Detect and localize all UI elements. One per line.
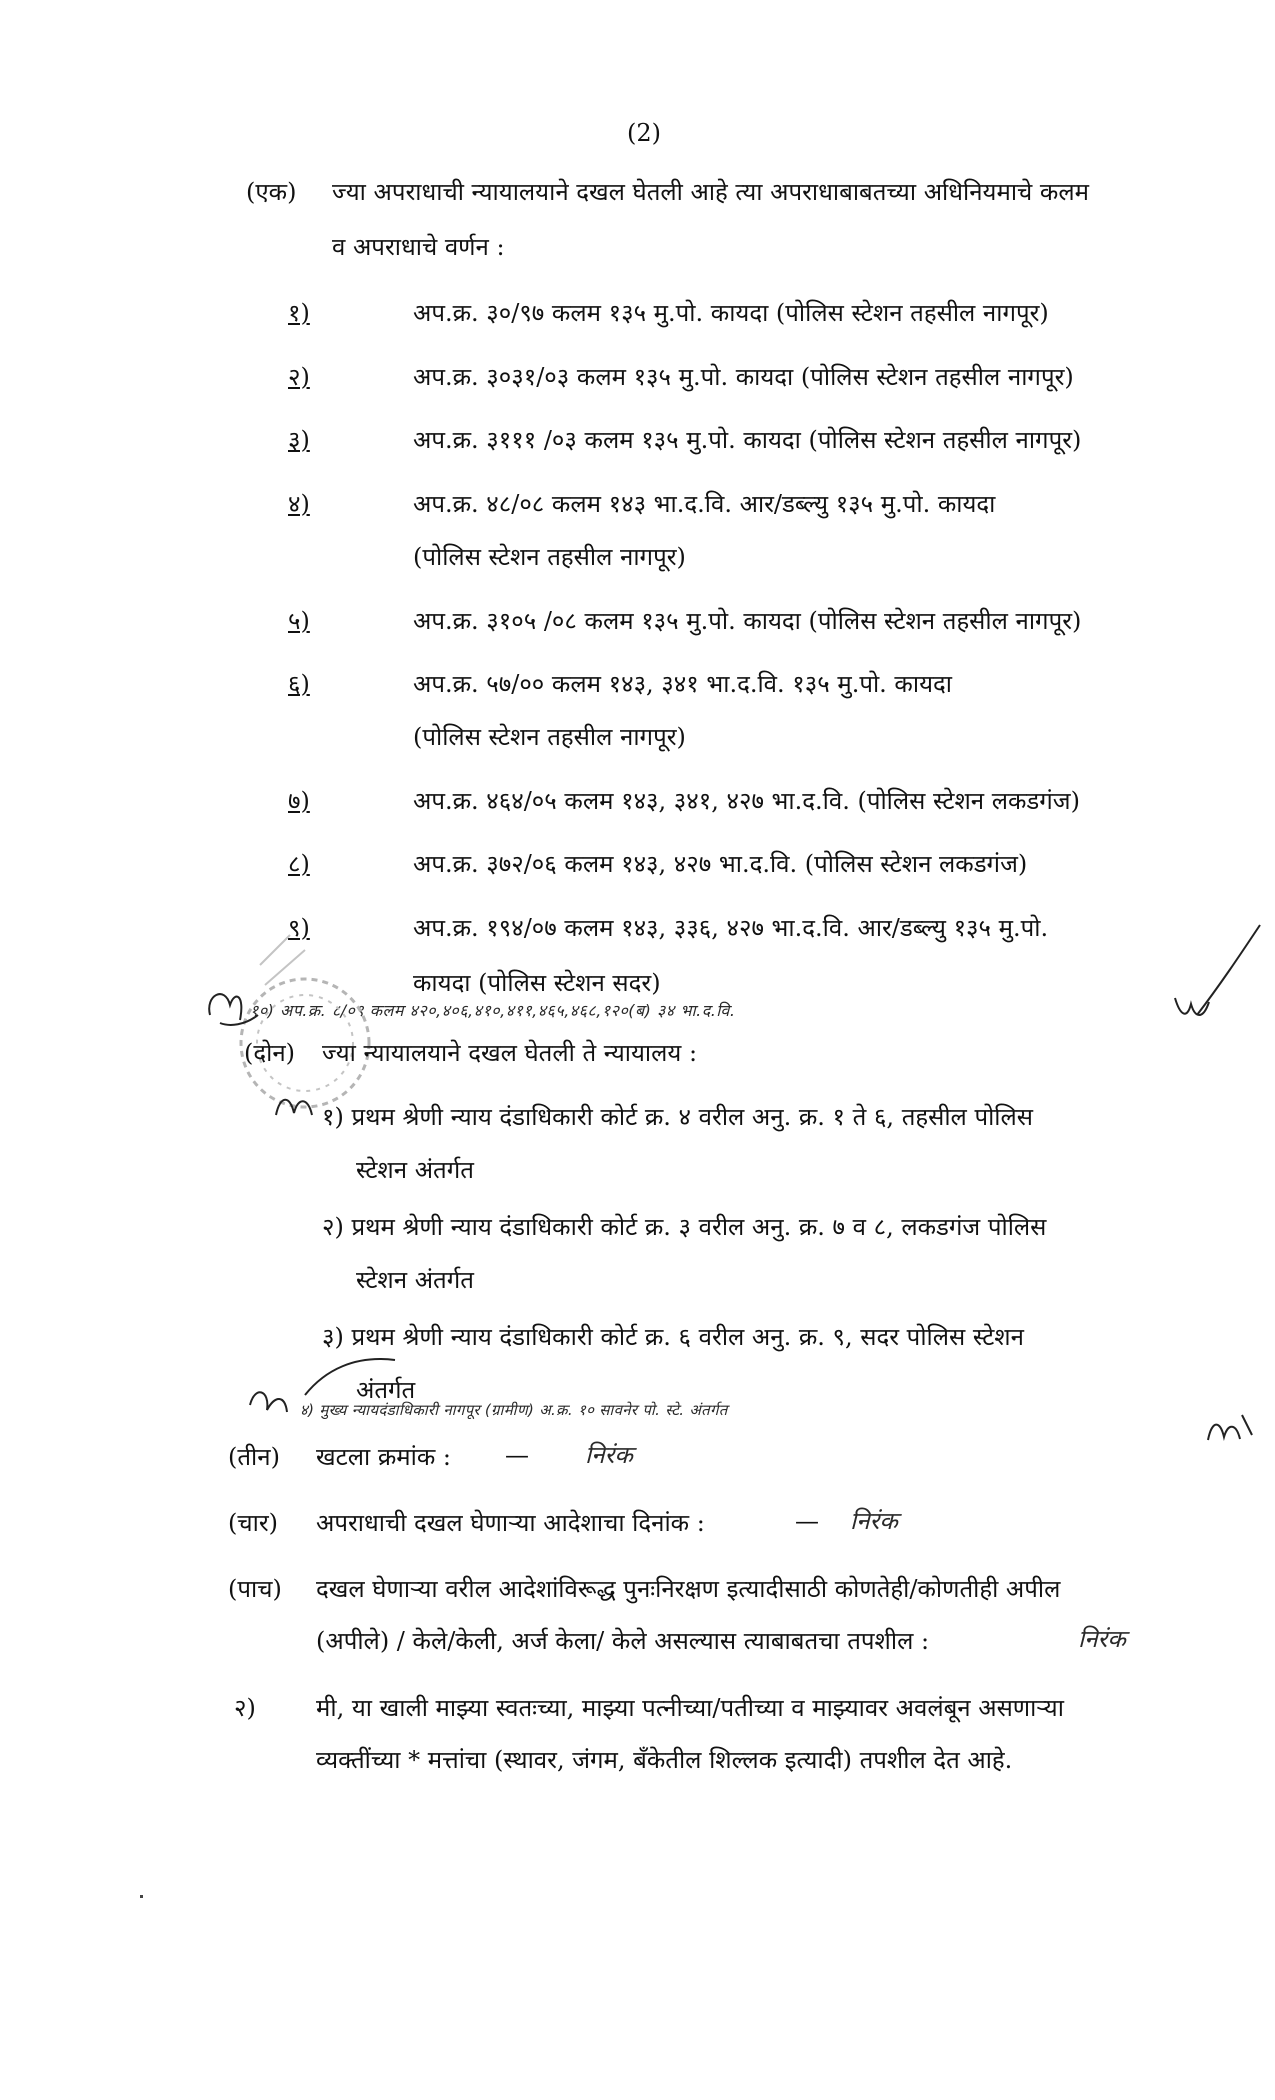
handwritten-nil: निरंक xyxy=(850,1507,898,1535)
scan-speck xyxy=(140,1895,143,1898)
court-line2: अंतर्गत xyxy=(356,1376,416,1404)
court-line: २) प्रथम श्रेणी न्याय दंडाधिकारी कोर्ट क्र. ३ वरील अनु. क्र. ७ व ८, लकडगंज पोलिस xyxy=(322,1213,1047,1241)
item-text: अप.क्र. ५७/०० कलम १४३, ३४१ भा.द.वि. १३५ मु.पो. कायदा xyxy=(413,670,952,698)
section3-label: खटला क्रमांक : xyxy=(316,1443,451,1471)
initial-mark xyxy=(1200,1405,1260,1455)
initial-mark xyxy=(200,975,270,1035)
section3-marker: (तीन) xyxy=(228,1443,280,1471)
handwritten-nil: निरंक xyxy=(1078,1625,1126,1653)
item-text: अप.क्र. ३१११ /०३ कलम १३५ मु.पो. कायदा (पोलिस स्टेशन तहसील नागपूर) xyxy=(413,426,1082,454)
signature-mark xyxy=(1135,920,1270,1030)
part2-marker: २) xyxy=(234,1694,256,1722)
section5-marker: (पाच) xyxy=(228,1575,282,1603)
item-text: अप.क्र. ४८/०८ कलम १४३ भा.द.वि. आर/डब्ल्यु १३५ मु.पो. कायदा xyxy=(413,490,996,518)
item-number: ६) xyxy=(288,670,310,698)
item-text: अप.क्र. ३०/९७ कलम १३५ मु.पो. कायदा (पोलिस स्टेशन तहसील नागपूर) xyxy=(413,299,1049,327)
part2-line1: मी, या खाली माझ्या स्वतःच्या, माझ्या पत्नीच्या/पतीच्या व माझ्यावर अवलंबून असणाऱ्या xyxy=(316,1694,1064,1722)
item-text: अप.क्र. ४६४/०५ कलम १४३, ३४१, ४२७ भा.द.वि. (पोलिस स्टेशन लकडगंज) xyxy=(413,787,1080,815)
item-number: ५) xyxy=(288,607,310,635)
item-text-line2: (पोलिस स्टेशन तहसील नागपूर) xyxy=(413,723,686,751)
page-number: (2) xyxy=(627,119,661,147)
item-number: ३) xyxy=(288,426,310,454)
item-text-line2: (पोलिस स्टेशन तहसील नागपूर) xyxy=(413,543,686,571)
section4-label: अपराधाची दखल घेणाऱ्या आदेशाचा दिनांक : xyxy=(316,1509,705,1537)
part2-line2: व्यक्तींच्या * मत्तांचा (स्थावर, जंगम, बँकेतील शिल्लक इत्यादी) तपशील देत आहे. xyxy=(316,1746,1013,1774)
item-number: ४) xyxy=(288,490,310,518)
section2-heading: ज्या न्यायालयाने दखल घेतली ते न्यायालय : xyxy=(322,1039,698,1067)
section5-line2: (अपीले) / केले/केली, अर्ज केला/ केले असल्यास त्याबाबतचा तपशील : xyxy=(316,1627,930,1655)
handwritten-item10: १०) अप.क्र. ८/०९ कलम ४२०,४०६,४१०,४११,४६५,४६८,१२०(ब) ३४ भा.द.वि. xyxy=(250,1001,736,1020)
initial-mark xyxy=(268,1085,328,1130)
signature-mark xyxy=(245,1350,405,1430)
item-text: अप.क्र. १९४/०७ कलम १४३, ३३६, ४२७ भा.द.वि. आर/डब्ल्यु १३५ मु.पो. xyxy=(413,914,1049,942)
court-line: १) प्रथम श्रेणी न्याय दंडाधिकारी कोर्ट क्र. ४ वरील अनु. क्र. १ ते ६, तहसील पोलिस xyxy=(322,1103,1034,1131)
item-text: अप.क्र. ३०३१/०३ कलम १३५ मु.पो. कायदा (पोलिस स्टेशन तहसील नागपूर) xyxy=(413,363,1074,391)
item-number: ८) xyxy=(288,850,310,878)
item-text: अप.क्र. ३७२/०६ कलम १४३, ४२७ भा.द.वि. (पोलिस स्टेशन लकडगंज) xyxy=(413,850,1028,878)
section1-heading-line1: ज्या अपराधाची न्यायालयाने दखल घेतली आहे त्या अपराधाबाबतच्या अधिनियमाचे कलम xyxy=(332,178,1089,206)
court-line: ३) प्रथम श्रेणी न्याय दंडाधिकारी कोर्ट क्र. ६ वरील अनु. क्र. ९, सदर पोलिस स्टेशन xyxy=(322,1323,1024,1351)
court-line2: स्टेशन अंतर्गत xyxy=(356,1156,474,1184)
section1-heading-line2: व अपराधाचे वर्णन : xyxy=(332,233,505,261)
section4-dash: — xyxy=(795,1507,819,1535)
item-number: १) xyxy=(288,299,310,327)
section2-marker: (दोन) xyxy=(244,1039,296,1067)
section1-marker: (एक) xyxy=(246,178,297,206)
section3-dash: — xyxy=(505,1441,529,1469)
court-line2: स्टेशन अंतर्गत xyxy=(356,1266,474,1294)
handwritten-nil: निरंक xyxy=(585,1441,633,1469)
item-number: २) xyxy=(288,363,310,391)
item-text: अप.क्र. ३१०५ /०८ कलम १३५ मु.पो. कायदा (पोलिस स्टेशन तहसील नागपूर) xyxy=(413,607,1082,635)
item-number: ७) xyxy=(288,787,310,815)
section5-line1: दखल घेणाऱ्या वरील आदेशांविरूद्ध पुनःनिरक्षण इत्यादीसाठी कोणतेही/कोणतीही अपील xyxy=(316,1575,1061,1603)
section4-marker: (चार) xyxy=(228,1509,278,1537)
item-number: ९) xyxy=(288,914,310,942)
item-text-line2: कायदा (पोलिस स्टेशन सदर) xyxy=(413,969,661,997)
handwritten-court4: ४) मुख्य न्यायदंडाधिकारी नागपूर (ग्रामीण) अ.क्र. १० सावनेर पो. स्टे. अंतर्गत xyxy=(300,1401,728,1419)
